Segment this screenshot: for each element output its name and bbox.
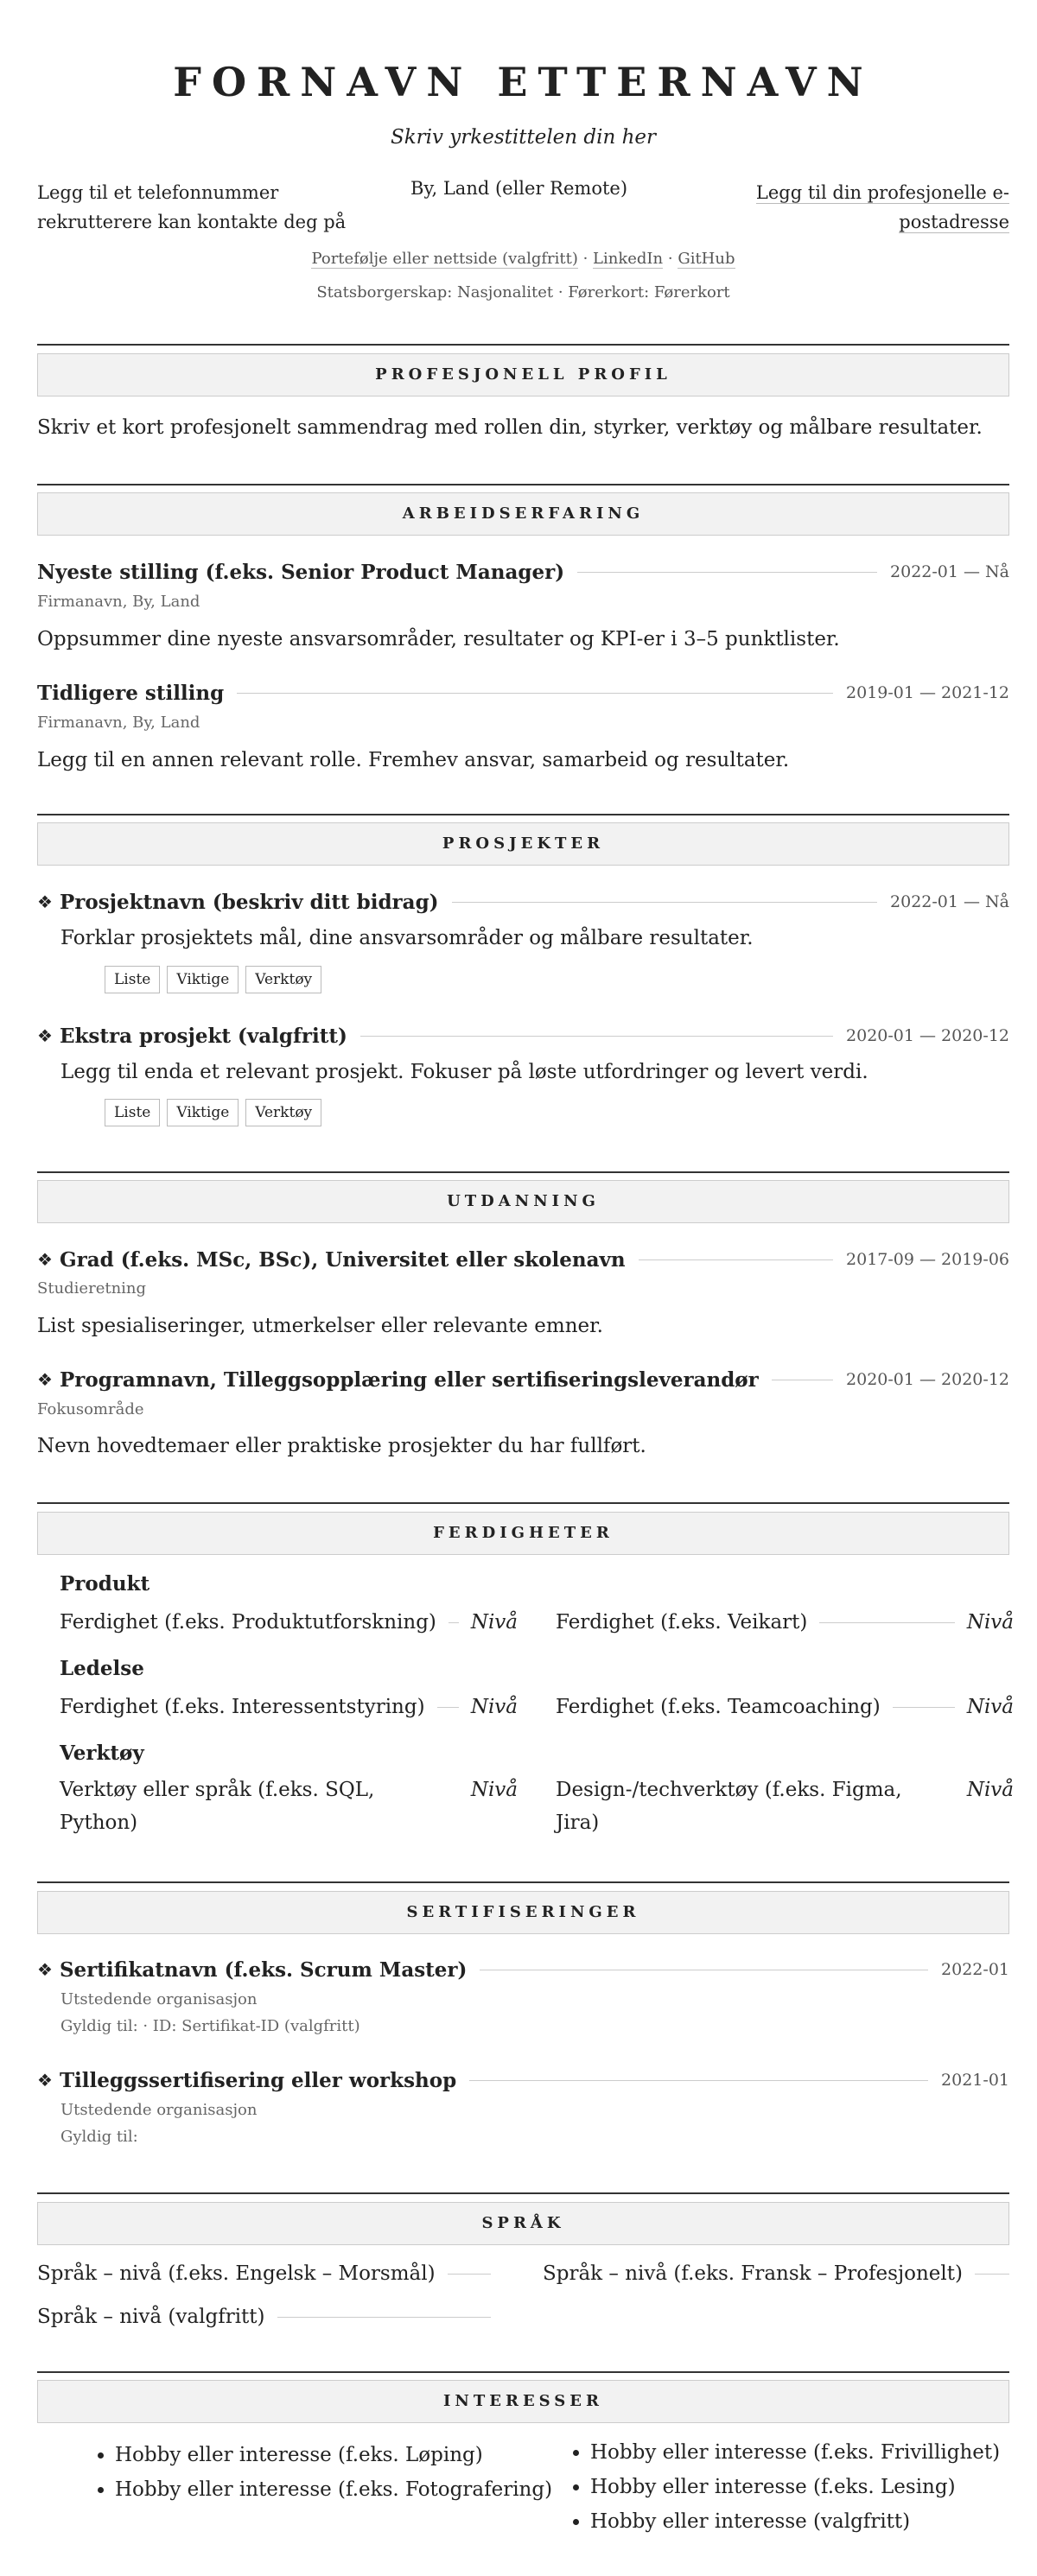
contact-location: By, Land (eller Remote) <box>410 178 628 199</box>
profile-summary: Skriv et kort profesjonelt sammendrag med rollen din, styrker, verktøy og målbare resultater. <box>37 416 983 439</box>
skill-level: Nivå <box>470 1696 518 1718</box>
language-text: Språk – nivå (f.eks. Fransk – Profesjonelt) <box>543 2262 963 2285</box>
diamond-bullet-icon: ❖ <box>37 1025 53 1046</box>
contact-email-link[interactable] <box>724 178 1009 237</box>
leader-line <box>237 693 833 694</box>
skill-category: Ledelse <box>60 1657 144 1680</box>
project-summary: Forklar prosjektets mål, dine ansvarsområder og målbare resultater. <box>60 927 754 949</box>
experience-dates: 2019-01 — 2021-12 <box>846 683 1009 702</box>
section-header-languages: SPRÅK <box>37 2202 1009 2245</box>
diamond-bullet-icon: ❖ <box>37 2070 53 2091</box>
tag: Viktige <box>167 966 239 993</box>
language-text: Språk – nivå (f.eks. Engelsk – Morsmål) <box>37 2262 436 2285</box>
skill-item <box>60 1773 518 1839</box>
language-item <box>543 2262 1009 2285</box>
skill-level: Nivå <box>966 1696 1014 1718</box>
project-entry-header <box>37 1022 1009 1050</box>
section-header-skills: FERDIGHETER <box>37 1512 1009 1555</box>
diamond-bullet-icon: ❖ <box>37 1959 53 1980</box>
project-summary: Legg til enda et relevant prosjekt. Fokuser på løste utfordringer og levert verdi. <box>60 1061 868 1083</box>
section-header-education: UTDANNING <box>37 1180 1009 1223</box>
tag: Viktige <box>167 1099 239 1126</box>
skill-level: Nivå <box>470 1779 518 1801</box>
leader-line <box>452 902 877 903</box>
github-link[interactable]: GitHub <box>678 250 735 268</box>
certification-validity: Gyldig til: <box>60 2128 138 2146</box>
certification-title: Sertifikatnavn (f.eks. Scrum Master) <box>59 1957 468 1982</box>
skill-name-line2: Jira) <box>556 1811 600 1834</box>
language-item <box>37 2306 491 2328</box>
education-title: Programnavn, Tilleggsopplæring eller sertifiseringsleverandør <box>59 1367 759 1392</box>
leader-line <box>449 1622 459 1623</box>
education-dates: 2017-09 — 2019-06 <box>846 1250 1009 1269</box>
leader-line <box>639 1259 833 1260</box>
project-title: Prosjektnavn (beskriv ditt bidrag) <box>59 890 439 914</box>
leader-line <box>448 2274 491 2275</box>
experience-summary: Oppsummer dine nyeste ansvarsområder, resultater og KPI-er i 3–5 punktlister. <box>37 628 840 650</box>
diamond-bullet-icon: ❖ <box>37 891 53 912</box>
experience-company: Firmanavn, By, Land <box>37 714 200 732</box>
email-line1[interactable]: Legg til din profesjonelle e- <box>755 182 1009 203</box>
project-dates: 2022-01 — Nå <box>890 892 1009 911</box>
section-divider <box>37 1171 1009 1173</box>
education-entry-header <box>37 1246 1009 1273</box>
linkedin-link[interactable]: LinkedIn <box>593 250 664 268</box>
education-title: Grad (f.eks. MSc, BSc), Universitet eller skolenavn <box>59 1247 626 1272</box>
section-divider <box>37 814 1009 815</box>
tag: Liste <box>105 966 160 993</box>
interest-item: • Hobby eller interesse (f.eks. Lesing) <box>590 2470 1000 2504</box>
contact-phone-line1: Legg til et telefonnummer <box>37 182 279 203</box>
skill-name: Ferdighet (f.eks. Interessentstyring) <box>60 1696 425 1718</box>
section-divider <box>37 1881 1009 1883</box>
link-separator: · <box>663 250 678 268</box>
project-tags <box>105 966 321 993</box>
contact-phone <box>37 178 383 237</box>
leader-line <box>437 1707 459 1708</box>
skill-level: Nivå <box>966 1779 1014 1801</box>
project-dates: 2020-01 — 2020-12 <box>846 1026 1009 1045</box>
education-dates: 2020-01 — 2020-12 <box>846 1370 1009 1389</box>
skill-item <box>556 1696 1014 1718</box>
skill-category: Verktøy <box>60 1742 144 1765</box>
skill-item <box>556 1773 1014 1839</box>
interest-item: • Hobby eller interesse (f.eks. Fotografering) <box>115 2472 552 2507</box>
experience-title: Tidligere stilling <box>37 681 225 705</box>
section-divider <box>37 2371 1009 2373</box>
experience-summary: Legg til en annen relevant rolle. Fremhev ansvar, samarbeid og resultater. <box>37 749 790 771</box>
experience-entry-header <box>37 558 1009 586</box>
skill-level: Nivå <box>966 1611 1014 1634</box>
education-field: Studieretning <box>37 1279 147 1298</box>
skill-item <box>556 1611 1014 1634</box>
interests-list-right <box>556 2435 1000 2539</box>
project-title: Ekstra prosjekt (valgfritt) <box>59 1024 347 1048</box>
experience-entry-header <box>37 679 1009 707</box>
certification-issuer: Utstedende organisasjon <box>60 2101 258 2119</box>
certification-entry-header <box>37 2066 1009 2094</box>
skill-item <box>60 1611 518 1634</box>
skill-name-line1: Verktøy eller språk (f.eks. SQL, <box>60 1779 375 1801</box>
interest-item: • Hobby eller interesse (f.eks. Frivillighet) <box>590 2435 1000 2470</box>
education-field: Fokusområde <box>37 1400 144 1418</box>
section-divider <box>37 344 1009 346</box>
email-line2[interactable]: postadresse <box>899 212 1009 232</box>
leader-line <box>360 1036 833 1037</box>
profile-links <box>37 250 1009 268</box>
diamond-bullet-icon: ❖ <box>37 1369 53 1390</box>
skill-name: Ferdighet (f.eks. Produktutforskning) <box>60 1611 436 1634</box>
skill-name: Ferdighet (f.eks. Veikart) <box>556 1611 808 1634</box>
certification-issuer: Utstedende organisasjon <box>60 1990 258 2008</box>
tag: Verktøy <box>245 1099 321 1126</box>
certification-validity: Gyldig til: · ID: Sertifikat-ID (valgfritt) <box>60 2017 360 2035</box>
experience-title: Nyeste stilling (f.eks. Senior Product Manager) <box>37 560 565 584</box>
skill-name-line2: Python) <box>60 1811 138 1834</box>
interest-item: • Hobby eller interesse (f.eks. Løping) <box>115 2438 552 2472</box>
certification-date: 2021-01 <box>941 2071 1009 2090</box>
section-divider <box>37 2192 1009 2194</box>
certification-date: 2022-01 <box>941 1960 1009 1979</box>
candidate-name: FORNAVN ETTERNAVN <box>173 59 874 105</box>
section-header-experience: ARBEIDSERFARING <box>37 492 1009 536</box>
certification-title: Tilleggssertifisering eller workshop <box>59 2068 457 2092</box>
leader-line <box>819 1622 954 1623</box>
interest-item: • Hobby eller interesse (valgfritt) <box>590 2504 1000 2539</box>
citizenship-line: Statsborgerskap: Nasjonalitet · Førerkort: Førerkort <box>316 283 730 301</box>
section-header-profile: PROFESJONELL PROFIL <box>37 353 1009 397</box>
link-separator: · <box>577 250 594 268</box>
skill-level: Nivå <box>470 1611 518 1634</box>
leader-line <box>469 2080 928 2081</box>
skill-category: Produkt <box>60 1572 150 1596</box>
project-tags <box>105 1099 321 1126</box>
skill-name-line1: Design-/techverktøy (f.eks. Figma, <box>556 1779 902 1801</box>
education-summary: List spesialiseringer, utmerkelser eller relevante emner. <box>37 1315 603 1337</box>
leader-line <box>893 1707 955 1708</box>
portfolio-link[interactable]: Portefølje eller nettside (valgfritt) <box>311 250 578 268</box>
project-entry-header <box>37 888 1009 916</box>
leader-line <box>277 2317 491 2318</box>
language-text: Språk – nivå (valgfritt) <box>37 2306 265 2328</box>
section-header-certifications: SERTIFISERINGER <box>37 1891 1009 1934</box>
tag: Liste <box>105 1099 160 1126</box>
tag: Verktøy <box>245 966 321 993</box>
skill-item <box>60 1696 518 1718</box>
leader-line <box>975 2274 1009 2275</box>
experience-company: Firmanavn, By, Land <box>37 593 200 611</box>
diamond-bullet-icon: ❖ <box>37 1249 53 1270</box>
education-summary: Nevn hovedtemaer eller praktiske prosjekter du har fullført. <box>37 1435 646 1457</box>
skill-name: Ferdighet (f.eks. Teamcoaching) <box>556 1696 881 1718</box>
leader-line <box>577 572 877 573</box>
job-title: Skriv yrkestittelen din her <box>390 126 657 149</box>
section-header-projects: PROSJEKTER <box>37 822 1009 866</box>
experience-dates: 2022-01 — Nå <box>890 562 1009 581</box>
language-item <box>37 2262 491 2285</box>
contact-phone-line2: rekrutterere kan kontakte deg på <box>37 212 347 232</box>
certification-entry-header <box>37 1956 1009 1983</box>
interests-list-left <box>80 2438 552 2507</box>
section-header-interests: INTERESSER <box>37 2380 1009 2423</box>
education-entry-header <box>37 1366 1009 1393</box>
section-divider <box>37 1502 1009 1504</box>
section-divider <box>37 484 1009 485</box>
